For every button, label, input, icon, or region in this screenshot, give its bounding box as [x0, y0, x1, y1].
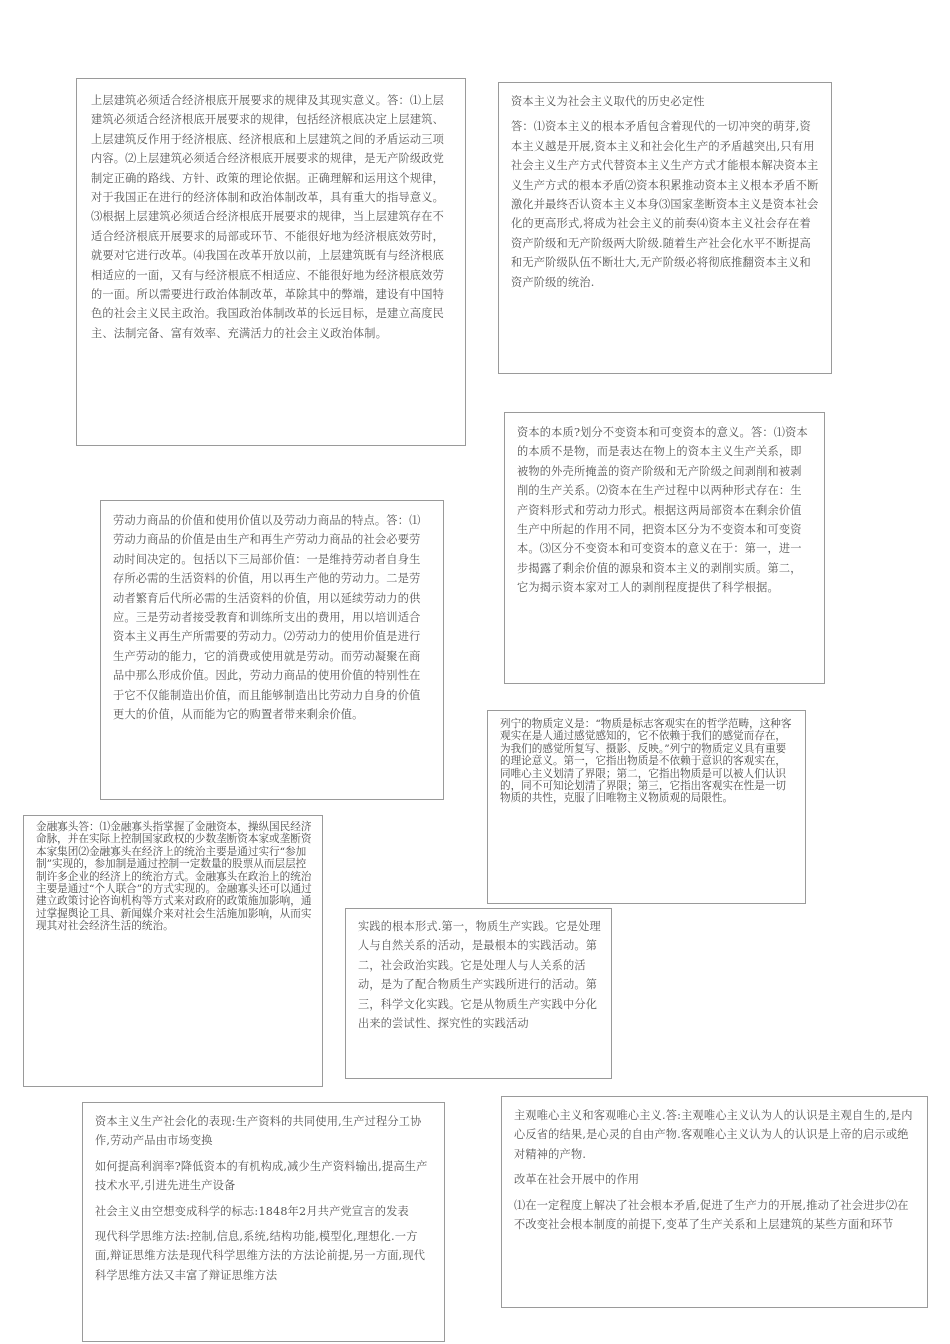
card-paragraph: 资本主义生产社会化的表现:生产资料的共同使用,生产过程分工协作,劳动产品由市场变换 — [95, 1115, 422, 1148]
card-title: 资本主义为社会主义取代的历史必定性 — [511, 95, 705, 108]
card-text: 列宁的物质定义是：“物质是标志客观实在的哲学范畴，这种客观实在是人通过感觉感知的，它不依赖于我们的感觉而存在，为我们的感觉所复写、摄影、反映。”列宁的物质定义具有重要的理论意义。第一，它指出物质是不依赖于意识的客观实在，同唯心主义划清了界限；第二，它指出物质是可以被人们认识的，同不可知论划清了界限；第三，它指出客观实在性是一切物质的共性，克服了旧唯物主义物质观的局限性。 — [500, 718, 792, 805]
card-text: 资本的本质?划分不变资本和可变资本的意义。答：⑴资本的本质不是物，而是表达在物上的资本主义生产关系，即被物的外壳所掩盖的资产阶级和无产阶级之间剥削和被剥削的生产关系。⑵资本在生产过程中以两种形式存在：生产资料形式和劳动力形式。根据这两局部资本在剩余价值生产中所起的作用不同，把资本区分为不变资本和可变资本。⑶区分不变资本和可变资本的意义在于：第一，进一步揭露了剩余价值的源泉和资本主义的剥削实质。第二，它为揭示资本家对工人的剥削程度提供了科学根据。 — [517, 426, 808, 595]
card-socialization — [82, 1102, 445, 1342]
card-superstructure-law — [76, 78, 466, 446]
card-text: 金融寡头答：⑴金融寡头指掌握了金融资本，操纵国民经济命脉，并在实际上控制国家政权的少数垄断资本家或垄断资本家集团⑵金融寡头在经济上的统治主要是通过实行“参加制”实现的，参加制是通过控制一定数量的股票从而层层控制许多企业的经济上的统治方式。金融寡头在政治上的统治主要是通过“个人联合”的方式实现的。金融寡头还可以通过建立政策讨论咨询机构等方式来对政府的政策施加影响，通过掌握舆论工具、新闻媒介来对社会生活施加影响，从而实现其对社会经济生活的统治。 — [36, 821, 312, 933]
card-practice-forms — [345, 908, 612, 1079]
card-capitalism-replaced — [498, 82, 832, 374]
card-paragraph: ⑴在一定程度上解决了社会根本矛盾,促进了生产力的开展,推动了社会进步⑵在不改变社会根本制度的前提下,变革了生产关系和上层建筑的某些方面和环节 — [514, 1198, 909, 1232]
card-text: 劳动力商品的价值和使用价值以及劳动力商品的特点。答：⑴劳动力商品的价值是由生产和再生产劳动力商品的社会必要劳动时间决定的。包括以下三局部价值：一是维持劳动者自身生存所必需的生活资料的价值，用以再生产他的劳动力。二是劳动者繁育后代所必需的生活资料的价值，用以延续劳动力的供应。三是劳动者接受教育和训练所支出的费用，用以培训适合资本主义再生产所需要的劳动力。⑵劳动力的使用价值是进行生产劳动的能力，它的消费或使用就是劳动。而劳动凝聚在商品中那么形成价值。因此，劳动力商品的使用价值的特别性在于它不仅能制造出价值，而且能够制造出比劳动力自身的价值更大的价值，从而能为它的购置者带来剩余价值。 — [113, 514, 421, 722]
card-finance-oligarchy — [23, 815, 323, 1087]
card-paragraph: 如何提高利润率?降低资本的有机构成,减少生产资料输出,提高生产技术水平,引进先进生产设备 — [95, 1159, 428, 1193]
card-paragraph: 改革在社会开展中的作用 — [514, 1173, 640, 1187]
card-paragraph: 现代科学思维方法:控制,信息,系统,结构功能,模型化,理想化.一方面,辩证思维方法是现代科学思维方法的方法论前提,另一方面,现代科学思维方法又丰富了辩证思维方法 — [95, 1230, 426, 1282]
card-text: 答：⑴资本主义的根本矛盾包含着现代的一切冲突的萌芽,资本主义越是开展,资本主义和社会化生产的矛盾越突出,只有用社会主义生产方式代替资本主义生产方式才能根本解决资本主义生产方式的根本矛盾⑵资本积累推动资本主义根本矛盾不断激化并最终否认资本主义本身⑶国家垄断资本主义是资本社会化的更高形式,将成为社会主义的前奏⑷资本主义社会存在着资产阶级和无产阶级两大阶级.随着生产社会化水平不断提高和无产阶级队伍不断壮大,无产阶级必将彻底推翻资本主义和资产阶级的统治. — [511, 120, 819, 289]
card-labor-commodity — [100, 500, 444, 800]
card-paragraph: 社会主义由空想变成科学的标志:1848年2月共产党宣言的发表 — [95, 1204, 409, 1218]
card-text: 上层建筑必须适合经济根底开展要求的规律及其现实意义。答：⑴上层建筑必须适合经济根底开展要求的规律，包括经济根底决定上层建筑、上层建筑反作用于经济根底、经济根底和上层建筑之间的矛盾运动三项内容。⑵上层建筑必须适合经济根底开展要求的规律，是无产阶级政党制定正确的路线、方针、政策的理论依据。正确理解和运用这个规律，对于我国正在进行的经济体制和政治体制改革，具有重大的指导意义。⑶根据上层建筑必须适合经济根底开展要求的规律，当上层建筑存在不适合经济根底开展要求的局部或环节、不能很好地为经济根底效劳时，就要对它进行改革。⑷我国在改革开放以前，上层建筑既有与经济根底相适应的一面，又有与经济根底不相适应、不能很好地为经济根底效劳的一面。所以需要进行政治体制改革，革除其中的弊端，建设有中国特色的社会主义民主政治。我国政治体制改革的长远目标，是建立高度民主、法制完备、富有效率、充满活力的社会主义政治体制。 — [91, 94, 445, 340]
card-paragraph: 主观唯心主义和客观唯心主义.答:主观唯心主义认为人的认识是主观自生的,是内心反省的结果,是心灵的自由产物.客观唯心主义认为人的认识是上帝的启示或绝对精神的产物. — [514, 1109, 913, 1161]
card-idealism — [501, 1096, 928, 1308]
card-text: 实践的根本形式.第一，物质生产实践。它是处理人与自然关系的活动，是最根本的实践活动。第二，社会政治实践。它是处理人与人关系的活动，是为了配合物质生产实践所进行的活动。第三，科学文化实践。它是从物质生产实践中分化出来的尝试性、探究性的实践活动 — [358, 920, 601, 1031]
card-capital-nature — [504, 412, 825, 684]
card-lenin-matter-definition — [487, 710, 806, 904]
